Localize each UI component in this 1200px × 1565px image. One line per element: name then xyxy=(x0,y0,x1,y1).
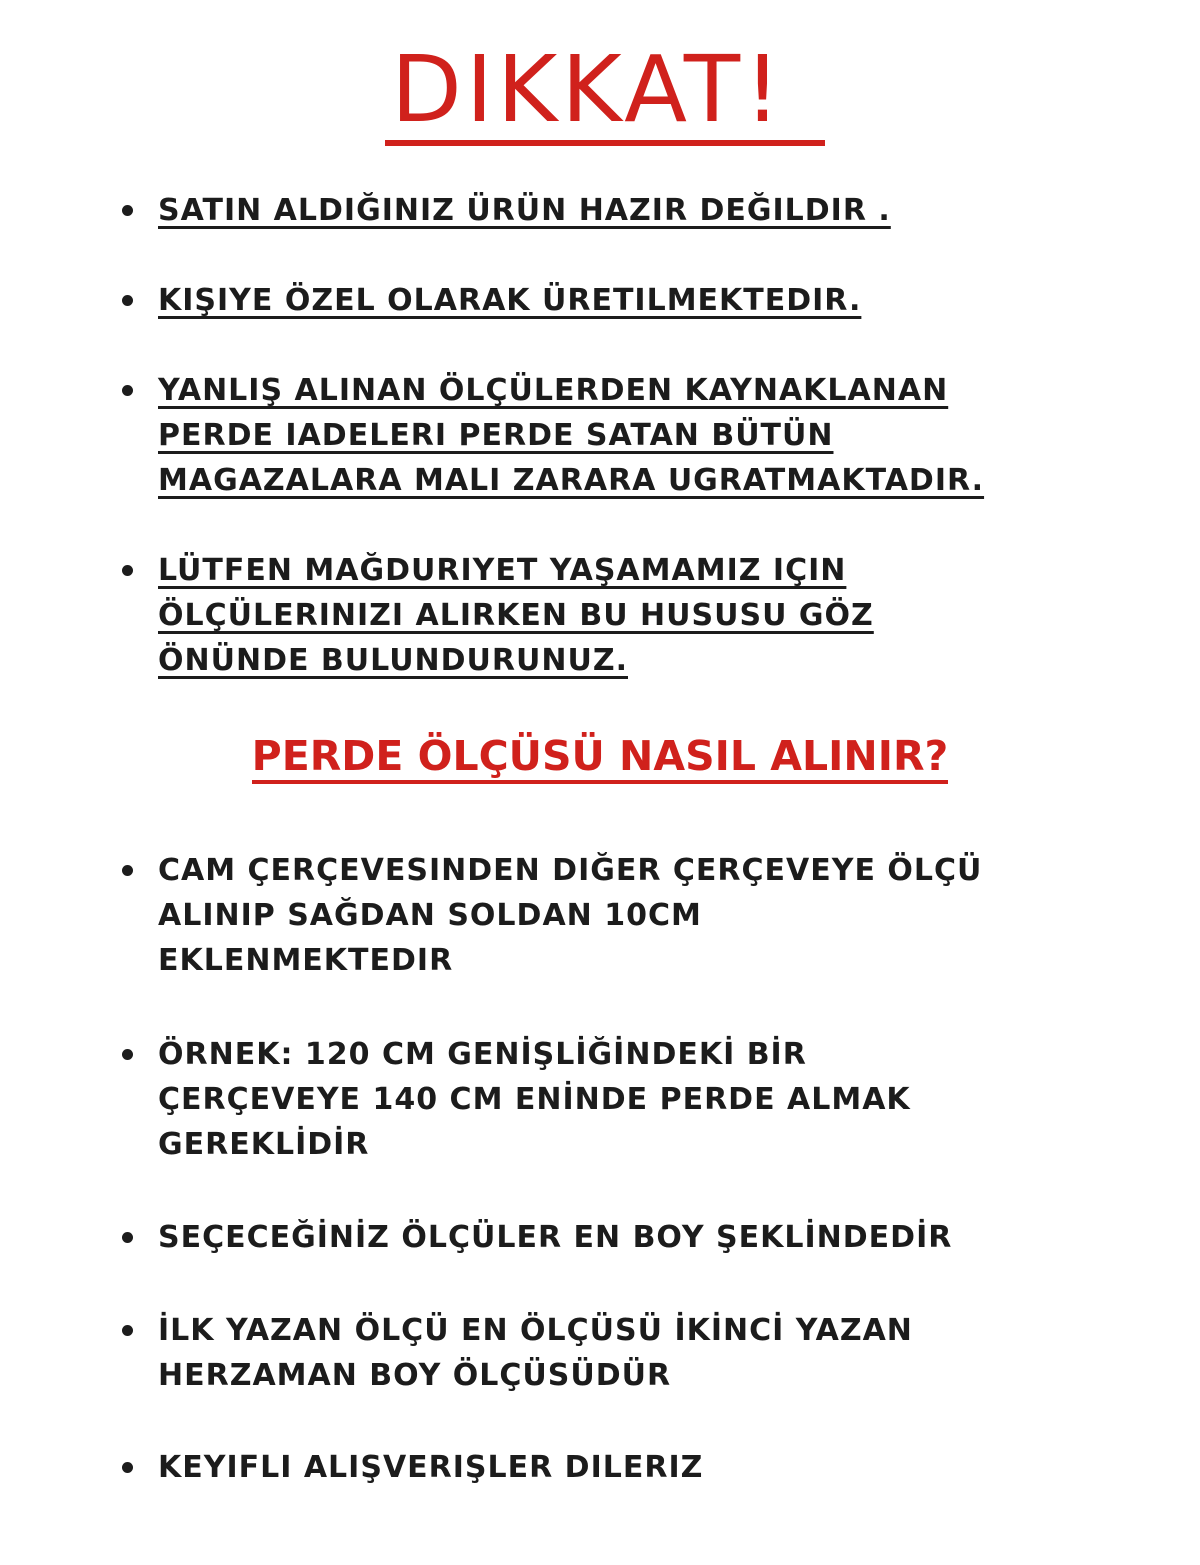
bullet-icon xyxy=(122,565,133,576)
warning-item xyxy=(118,188,1098,233)
instruction-item xyxy=(118,1215,1098,1260)
instruction-text: SEÇECEĞİNİZ ÖLÇÜLER EN BOY ŞEKLİNDEDİR xyxy=(158,1220,953,1255)
bullet-icon xyxy=(122,865,133,876)
bullet-icon xyxy=(122,205,133,216)
warning-text: LÜTFEN MAĞDURIYET YAŞAMAMIZ IÇIN ÖLÇÜLERINIZI ALIRKEN BU HUSUSU GÖZ ÖNÜNDE BULUNDURUNUZ. xyxy=(158,553,874,678)
section-heading-text: PERDE ÖLÇÜSÜ NASIL ALINIR? xyxy=(252,732,949,784)
instruction-text: KEYIFLI ALIŞVERIŞLER DILERIZ xyxy=(158,1450,704,1485)
section-heading xyxy=(0,728,1200,784)
warning-text: YANLIŞ ALINAN ÖLÇÜLERDEN KAYNAKLANAN PERDE IADELERI PERDE SATAN BÜTÜN MAGAZALARA MALI ZARARA UGRATMAKTADIR. xyxy=(158,373,985,498)
bullet-icon xyxy=(122,1232,133,1243)
instruction-item xyxy=(118,848,1098,983)
bullet-icon xyxy=(122,1325,133,1336)
bullet-icon xyxy=(122,385,133,396)
bullet-icon xyxy=(122,295,133,306)
bullet-icon xyxy=(122,1049,133,1060)
instruction-item xyxy=(118,1032,1098,1167)
warning-text: KIŞIYE ÖZEL OLARAK ÜRETILMEKTEDIR. xyxy=(158,283,862,318)
instruction-item xyxy=(118,1308,1098,1398)
page-title xyxy=(0,36,1200,146)
title-text: DIKKAT! xyxy=(385,40,825,146)
instruction-item xyxy=(118,1445,1098,1490)
instruction-text: ÖRNEK: 120 CM GENİŞLİĞİNDEKİ BİR ÇERÇEVEYE 140 CM ENİNDE PERDE ALMAK GEREKLİDİR xyxy=(158,1037,911,1162)
warning-text: SATIN ALDIĞINIZ ÜRÜN HAZIR DEĞILDIR . xyxy=(158,193,891,228)
bullet-icon xyxy=(122,1462,133,1473)
instruction-text: CAM ÇERÇEVESINDEN DIĞER ÇERÇEVEYE ÖLÇÜ ALINIP SAĞDAN SOLDAN 10CM EKLENMEKTEDIR xyxy=(158,853,983,978)
warning-item xyxy=(118,278,1098,323)
instruction-text: İLK YAZAN ÖLÇÜ EN ÖLÇÜSÜ İKİNCİ YAZAN HERZAMAN BOY ÖLÇÜSÜDÜR xyxy=(158,1313,913,1393)
warning-item xyxy=(118,548,1098,683)
warning-item xyxy=(118,368,1098,503)
